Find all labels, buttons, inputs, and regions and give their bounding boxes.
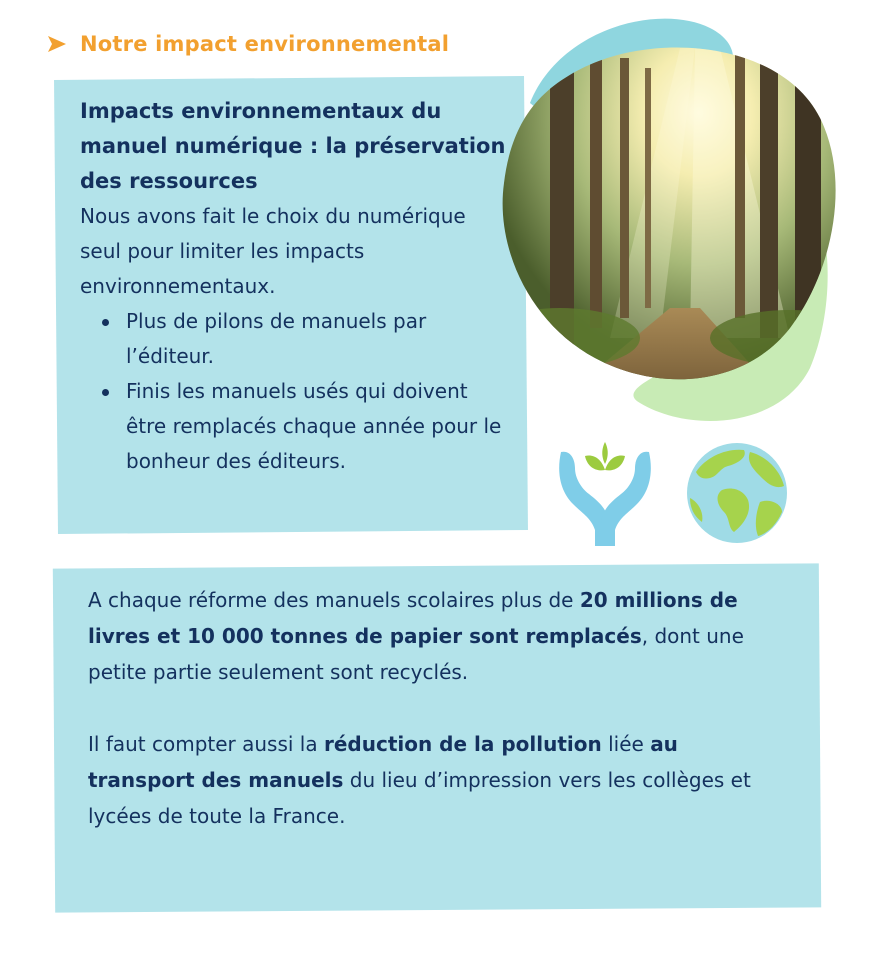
text-run: Il faut compter aussi la: [88, 732, 324, 756]
paragraph-reform: [88, 582, 788, 690]
bullet-icon: [102, 319, 109, 326]
emphasis-text: réduction de la pollution: [323, 732, 602, 756]
emphasis-text: au transport des manuels: [88, 732, 678, 792]
paragraph-gap: [88, 690, 788, 726]
chevron-right-icon: [46, 33, 68, 55]
text-run: liée: [601, 732, 651, 756]
list-item-text: Plus de pilons de manuels par l’éditeur.: [126, 309, 427, 368]
list-item: [110, 304, 510, 374]
text-run: A chaque réforme des manuels scolaires plus de: [88, 588, 580, 612]
hands-plant-icon: [555, 440, 655, 550]
list-item: [110, 374, 510, 479]
text-run: du lieu d’impression vers les collèges et lycées de toute la France.: [88, 768, 751, 828]
card-intro-text: Nous avons fait le choix du numérique seul pour limiter les impacts environnementaux.: [80, 204, 466, 298]
section-header: [46, 26, 449, 62]
info-card-digital-textbook: [80, 94, 510, 479]
info-card-reform: [88, 582, 788, 834]
bullet-icon: [102, 389, 109, 396]
bullet-list: [80, 304, 510, 479]
section-title: Notre impact environnemental: [80, 32, 450, 56]
emphasis-text: 20 millions de livres et 10 000 tonnes de papier sont remplacés: [88, 588, 738, 648]
earth-globe-icon: [686, 442, 788, 544]
text-run: , dont une petite partie seulement sont recyclés.: [88, 624, 744, 684]
card-heading: Impacts environnementaux du manuel numérique : la préservation des ressources: [80, 99, 506, 193]
forest-photo: [490, 8, 850, 428]
paragraph-pollution: [88, 726, 788, 834]
list-item-text: Finis les manuels usés qui doivent être remplacés chaque année pour le bonheur des éditeurs.: [126, 379, 502, 473]
